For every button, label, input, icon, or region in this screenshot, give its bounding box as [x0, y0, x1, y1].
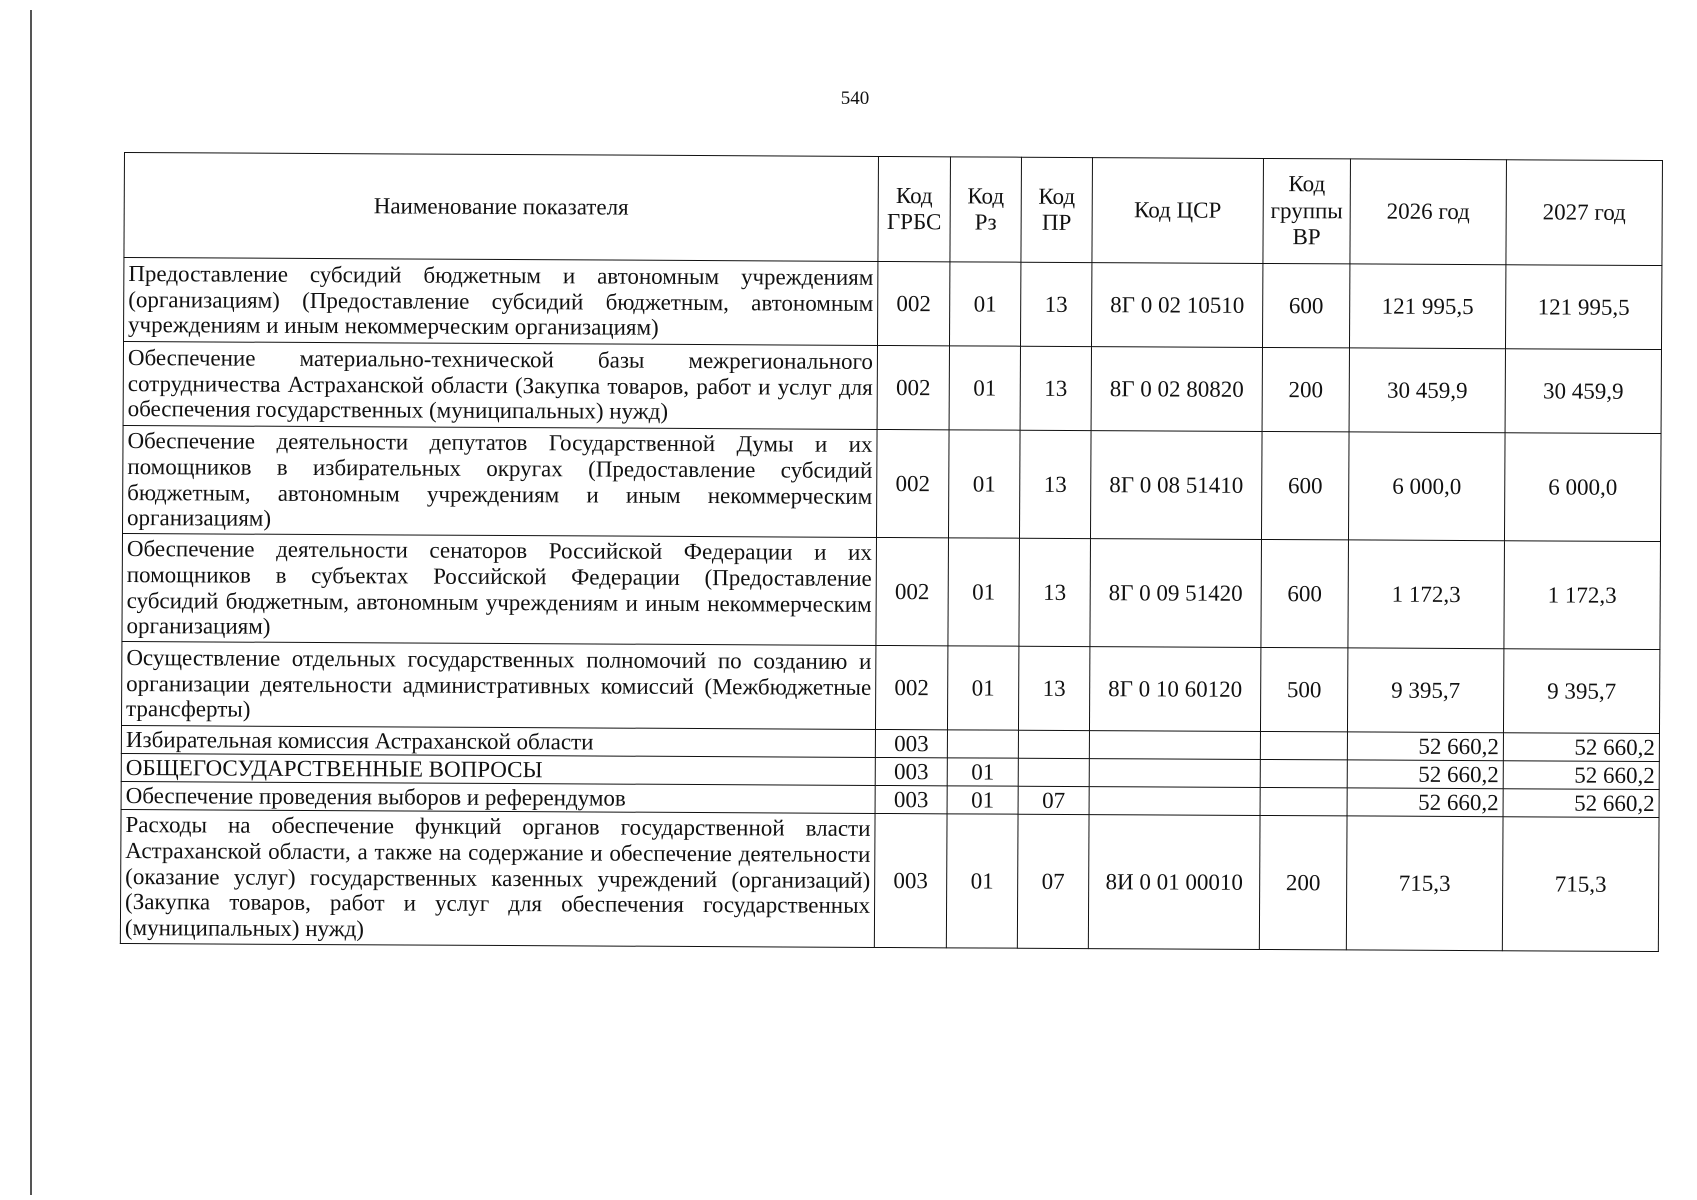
row-2027: 30 459,9: [1505, 349, 1661, 434]
row-grbs: 002: [876, 537, 949, 645]
row-rz: [947, 730, 1018, 758]
header-grbs: Код ГРБС: [878, 156, 951, 261]
row-rz: 01: [947, 786, 1018, 814]
row-2026: 9 395,7: [1347, 648, 1503, 733]
row-pr: 07: [1017, 814, 1089, 948]
row-rz: 01: [947, 646, 1018, 730]
row-rz: 01: [946, 814, 1018, 948]
row-csr: 8Г 0 02 80820: [1091, 347, 1262, 432]
row-2026: 121 995,5: [1349, 264, 1505, 349]
row-name: Осуществление отдельных государственных полномочий по созданию и организации деятельности административных комиссий (Межбюджетные трансферты): [121, 641, 875, 729]
table-row: [122, 533, 1661, 649]
row-pr: 13: [1019, 430, 1091, 538]
row-2026: 30 459,9: [1349, 348, 1505, 433]
row-grbs: 002: [875, 645, 947, 729]
row-name: Обеспечение проведения выборов и референдумов: [121, 781, 875, 813]
row-2026: 1 172,3: [1348, 540, 1505, 649]
row-rz: 01: [947, 758, 1018, 786]
header-name: Наименование показателя: [124, 153, 879, 262]
row-2026: 715,3: [1346, 816, 1503, 951]
row-rz: 01: [948, 430, 1020, 538]
row-2026: 52 660,2: [1347, 732, 1503, 761]
row-grbs: 003: [875, 757, 947, 785]
row-csr: [1089, 731, 1260, 760]
table-row: [120, 809, 1659, 951]
row-grbs: 002: [877, 345, 949, 429]
header-2027: 2027 год: [1506, 160, 1663, 266]
budget-table: [120, 152, 1663, 952]
row-vr: 200: [1259, 815, 1347, 949]
row-name: Избирательная комиссия Астраханской области: [121, 725, 875, 757]
row-2027: 121 995,5: [1505, 265, 1661, 350]
row-csr: [1089, 787, 1260, 816]
page-number: 540: [840, 88, 870, 109]
row-vr: [1260, 759, 1347, 787]
row-csr: 8Г 0 10 60120: [1089, 647, 1260, 732]
row-pr: 13: [1020, 262, 1091, 346]
row-rz: 01: [949, 346, 1020, 430]
row-vr: 200: [1262, 347, 1349, 431]
row-grbs: 003: [875, 785, 947, 813]
row-csr: 8И 0 01 00010: [1088, 815, 1260, 950]
binding-margin-line: [30, 10, 32, 1195]
header-rz: Код Рз: [950, 157, 1022, 262]
header-csr: Код ЦСР: [1092, 158, 1264, 264]
row-name: Обеспечение деятельности депутатов Государственной Думы и их помощников в избирательных округах (Предоставление субсидий бюджетным, автономным учреждениям и иным некоммерческим организациям): [123, 425, 878, 537]
row-csr: 8Г 0 02 10510: [1091, 263, 1262, 348]
row-pr: 13: [1020, 346, 1091, 430]
row-2027: 6 000,0: [1504, 433, 1661, 542]
row-csr: 8Г 0 08 51410: [1090, 431, 1262, 540]
row-vr: 600: [1262, 263, 1349, 347]
header-vr: Код группы ВР: [1263, 158, 1351, 263]
row-name: ОБЩЕГОСУДАРСТВЕННЫЕ ВОПРОСЫ: [121, 753, 875, 785]
row-2026: 52 660,2: [1347, 788, 1503, 817]
row-csr: [1089, 759, 1260, 788]
row-2027: 52 660,2: [1503, 761, 1659, 790]
row-2027: 9 395,7: [1503, 649, 1659, 734]
row-grbs: 002: [877, 261, 949, 345]
row-vr: 600: [1261, 431, 1349, 539]
row-grbs: 002: [876, 429, 949, 537]
budget-table-wrapper: [120, 152, 1662, 952]
row-grbs: 003: [874, 813, 947, 947]
row-name: Обеспечение материально-технической базы межрегионального сотрудничества Астраханской области (Закупка товаров, работ и услуг для обеспечения государственных (муниципальных) нужд): [123, 342, 877, 430]
table-row: [121, 641, 1659, 733]
row-rz: 01: [949, 262, 1020, 346]
row-vr: [1260, 731, 1347, 759]
row-2026: 6 000,0: [1348, 432, 1505, 541]
row-2027: 715,3: [1502, 817, 1659, 952]
row-pr: [1018, 730, 1089, 758]
row-name: Обеспечение деятельности сенаторов Российской Федерации и их помощников в субъектах Российской Федерации (Предоставление субсидий бюджетным, автономным учреждениям и иным некоммерческим организациям): [122, 533, 877, 645]
row-rz: 01: [948, 538, 1020, 646]
row-pr: 07: [1018, 786, 1089, 814]
header-pr: Код ПР: [1021, 157, 1093, 262]
row-grbs: 003: [875, 729, 947, 757]
row-name: Расходы на обеспечение функций органов государственной власти Астраханской области, а также на содержание и обеспечение деятельности (оказание услуг) государственных казенных учреждений (организаций) (Закупка товаров, работ и услуг для обеспечения государственных (муниципальных) нужд): [120, 809, 875, 947]
row-pr: 13: [1019, 538, 1091, 646]
table-row: [123, 425, 1662, 541]
header-2026: 2026 год: [1350, 159, 1507, 265]
row-csr: 8Г 0 09 51420: [1090, 539, 1262, 648]
row-vr: 600: [1261, 539, 1349, 647]
row-2026: 52 660,2: [1347, 760, 1503, 789]
row-2027: 52 660,2: [1503, 733, 1659, 762]
table-row: [123, 342, 1661, 434]
row-vr: [1260, 787, 1347, 815]
row-2027: 1 172,3: [1504, 541, 1661, 650]
table-row: [124, 258, 1662, 350]
row-pr: 13: [1018, 646, 1089, 730]
row-name: Предоставление субсидий бюджетным и автономным учреждениям (организациям) (Предоставление субсидий бюджетным, автономным учреждениям и иным некоммерческим организациям): [124, 258, 878, 346]
row-2027: 52 660,2: [1503, 789, 1659, 818]
table-header-row: [124, 153, 1663, 266]
row-pr: [1018, 758, 1089, 786]
row-vr: 500: [1260, 647, 1347, 731]
